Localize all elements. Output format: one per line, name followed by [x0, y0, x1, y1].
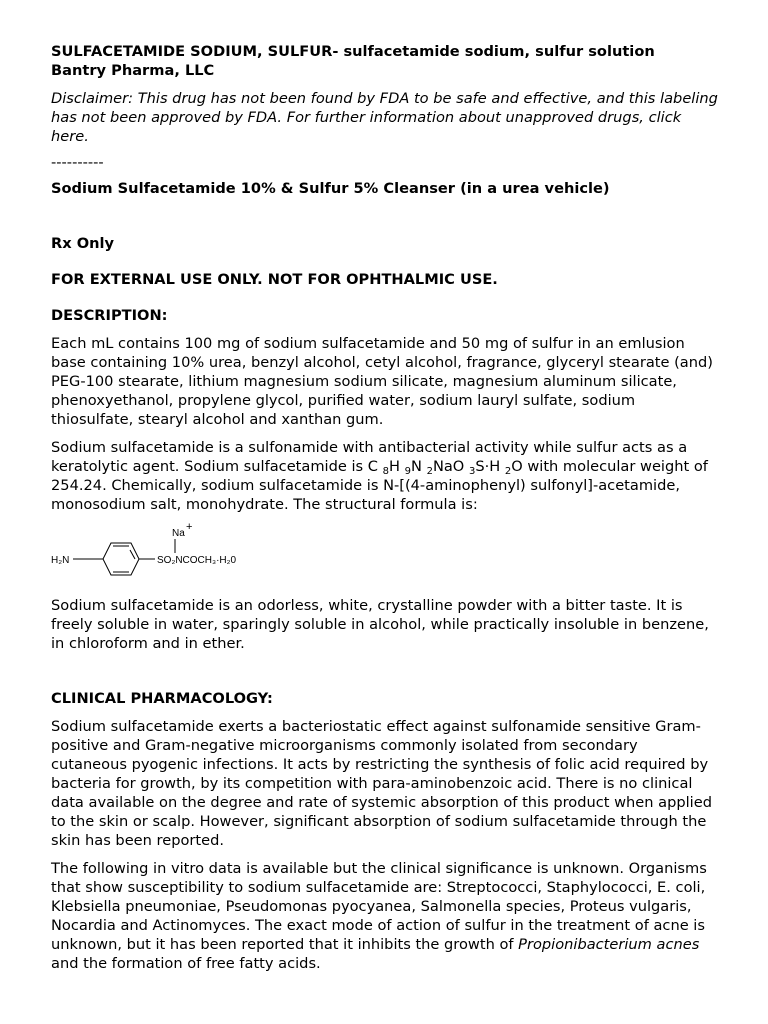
rx-only-label: Rx Only: [51, 235, 115, 252]
clinical-pharmacology-heading: CLINICAL PHARMACOLOGY:: [51, 690, 273, 707]
description-formula-paragraph: Sodium sulfacetamide is a sulfonamide with antibacterial activity while sulfur acts as a keratolytic agent. Sodium sulfacetamide is C $_8$H $_9$N $_2$NaO $_3$S·H $_2$O with molecular weight of 254.24. Chemically, sodium sulfacetamide is N-[(4-aminophenyl) sulfonyl]-acetamide, monosodium salt, monohydrate. The structural formula is:: [51, 439, 708, 513]
formula-na-label: Na: [172, 528, 185, 539]
separator: ----------: [51, 154, 104, 171]
description-heading: DESCRIPTION:: [51, 307, 168, 324]
description-properties-paragraph: Sodium sulfacetamide is an odorless, white, crystalline powder with a bitter taste. It is freely soluble in water, sparingly soluble in alcohol, while practically insoluble in benzene, in chloroform and in ether.: [51, 597, 709, 652]
clinical-pharmacology-paragraph: Sodium sulfacetamide exerts a bacteriostatic effect against sulfonamide sensitive Gram-positive and Gram-negative microorganisms commonly isolated from secondary cutaneous pyogenic infections. It acts by restricting the synthesis of folic acid required by bacteria for growth, by its competition with para-aminobenzoic acid. There is no clinical data available on the degree and rate of systemic absorption of this product when applied to the skin or scalp. However, significant absorption of sodium sulfacetamide through the skin has been reported.: [51, 718, 712, 849]
in-vitro-paragraph: The following in vitro data is available but the clinical significance is unknown. Organisms that show susceptibility to sodium sulfacetamide are: Streptococci, Staphylococci, E. coli, Klebsiella pneumoniae, Pseudomonas pyocyanea, Salmonella species, Proteus vulgaris, Nocardia and Actinomyces. The exact mode of action of sulfur in the treatment of acne is unknown, but it has been reported that it inhibits the growth of Propionibacterium acnes and the formation of free fatty acids.: [51, 860, 707, 972]
formula-plus-sign: +: [186, 522, 193, 533]
description-paragraph: Each mL contains 100 mg of sodium sulfacetamide and 50 mg of sulfur in an emlusion base containing 10% urea, benzyl alcohol, cetyl alcohol, fragrance, glyceryl stearate (and) PEG-100 stearate, lithium magnesium sodium silicate, magnesium aluminum silicate, phenoxyethanol, propylene glycol, purified water, sodium lauryl sulfate, sodium thiosulfate, stearyl alcohol and xanthan gum.: [51, 335, 713, 428]
external-use-warning: FOR EXTERNAL USE ONLY. NOT FOR OPHTHALMIC USE.: [51, 271, 498, 288]
disclaimer-text: Disclaimer: This drug has not been found by FDA to be safe and effective, and this labeling has not been approved by FDA. For further information about unapproved drugs, click here.: [51, 90, 718, 145]
document-title: SULFACETAMIDE SODIUM, SULFUR- sulfacetamide sodium, sulfur solution: [51, 43, 655, 60]
organism-name: Propionibacterium acnes: [518, 936, 700, 953]
formula-sulfonyl-group: SO₂NCOCH₃·H₂0: [157, 555, 237, 566]
company-name: Bantry Pharma, LLC: [51, 62, 215, 79]
product-name: Sodium Sulfacetamide 10% & Sulfur 5% Cleanser (in a urea vehicle): [51, 180, 610, 197]
structural-formula: [51, 522, 351, 584]
formula-amine-group: H₂N: [51, 555, 70, 566]
